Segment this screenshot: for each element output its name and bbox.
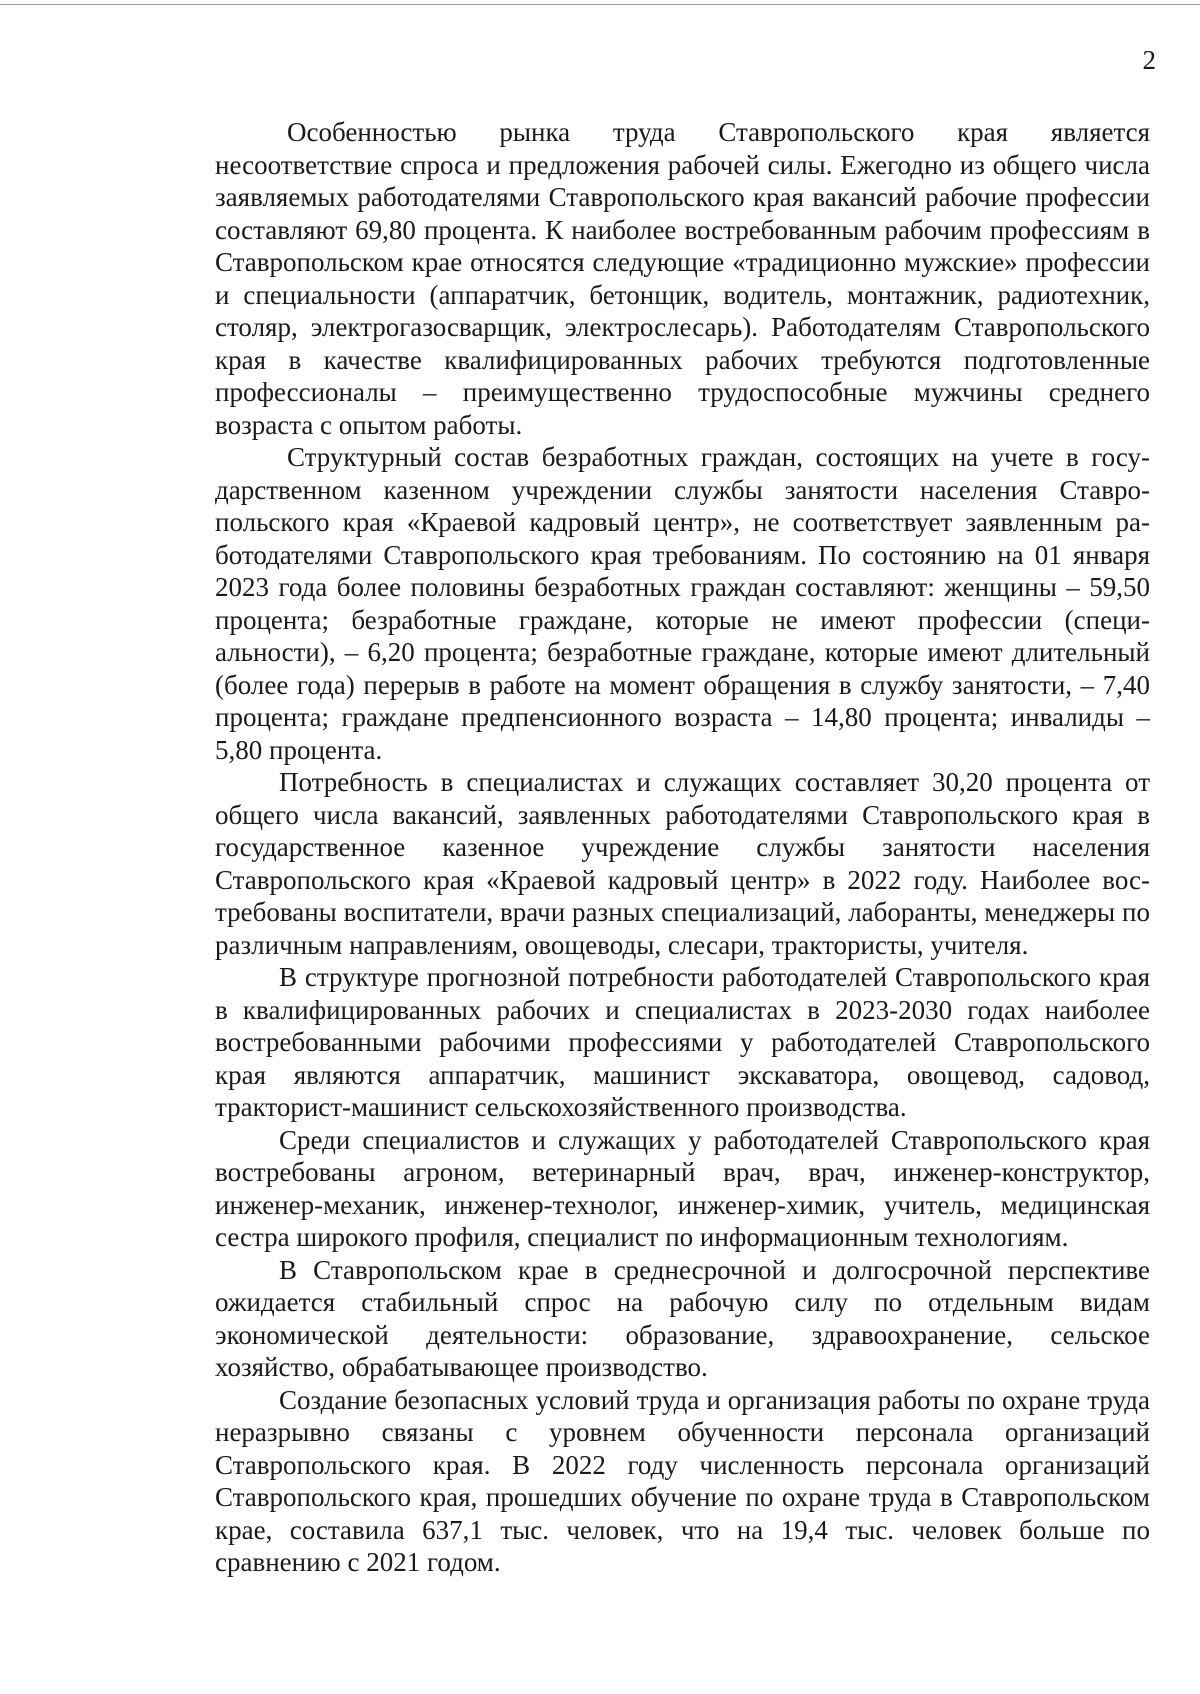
paragraph-unemployed-structure: Структурный состав безработных граждан, состоящих на учете в государственном казенном учреждении службы занятости населения Ставропольского края «Краевой кадровый центр», не соответствует заявленным работодателями Ставропольского края требованиям. По состоянию на 01 января 2023 года более половины безработных граждан составляют: женщины – 59,50 процента; безработные граждане, которые не имеют профессии (специальности), – 6,20 процента; безработные граждане, которые имеют длительный (более года) перерыв в работе на момент обращения в службу занятости, – 7,40 процента; граждане предпенсионного возраста – 14,80 процента; инвалиды – 5,80 процента. bbox=[215, 442, 1150, 765]
document-body bbox=[215, 116, 1150, 1579]
page-number: 2 bbox=[1142, 45, 1156, 75]
paragraph-labor-market-features: Особенностью рынка труда Ставропольского края является несоответствие спроса и предложения рабочей силы. Ежегодно из общего числа заявляемых работодателями Ставропольского края вакансий рабочие профессии составляют 69,80 процента. К наиболее востребованным рабочим профессиям в Ставропольском крае относятся следующие «традиционно мужские» профессии и специальности (аппаратчик, бетонщик, водитель, монтажник, радиотехник, столяр, электрогазосварщик, электрослесарь). Работодателям Ставропольского края в качестве квалифицированных рабочих требуются подготовленные профессионалы – преимущественно трудоспособные мужчины среднего возраста с опытом работы. bbox=[215, 117, 1150, 440]
paragraph-specialists-list: Среди специалистов и служащих у работодателей Ставропольского края востребованы агроном, ветеринарный врач, врач, инженер-конструктор, инженер-механик, инженер-технолог, инженер-химик, учитель, медицинская сестра широкого профиля, специалист по информационным технологиям. bbox=[215, 1124, 1150, 1252]
paragraph-stable-demand: В Ставропольском крае в среднесрочной и долгосрочной перспективе ожидается стабильный спрос на рабочую силу по отдельным видам экономической деятельности: образование, здравоохранение, сельское хозяйство, обрабатывающее производство. bbox=[215, 1254, 1150, 1382]
paragraph-labor-safety-training: Создание безопасных условий труда и организация работы по охране труда неразрывно связаны с уровнем обученности персонала организаций Ставропольского края. В 2022 году численность персонала организаций Ставропольского края, прошедших обучение по охране труда в Ставропольском крае, составила 637,1 тыс. человек, что на 19,4 тыс. человек больше по сравнению с 2021 годом. bbox=[215, 1384, 1150, 1577]
paragraph-forecast-demand: В структуре прогнозной потребности работодателей Ставропольского края в квалифицированных рабочих и специалистах в 2023-2030 годах наиболее востребованными рабочими профессиями у работодателей Ставропольского края являются аппаратчик, машинист экскаватора, овощевод, садовод, тракторист-машинист сельскохозяйственного производства. bbox=[215, 962, 1150, 1122]
top-border-line bbox=[0, 4, 1200, 5]
paragraph-specialists-demand: Потребность в специалистах и служащих составляет 30,20 процента от общего числа вакансий, заявленных работодателями Ставропольского края в государственное казенное учреждение службы занятости населения Ставропольского края «Краевой кадровый центр» в 2022 году. Наиболее востребованы воспитатели, врачи разных специализаций, лаборанты, менеджеры по различным направлениям, овощеводы, слесари, трактористы, учителя. bbox=[215, 767, 1150, 960]
